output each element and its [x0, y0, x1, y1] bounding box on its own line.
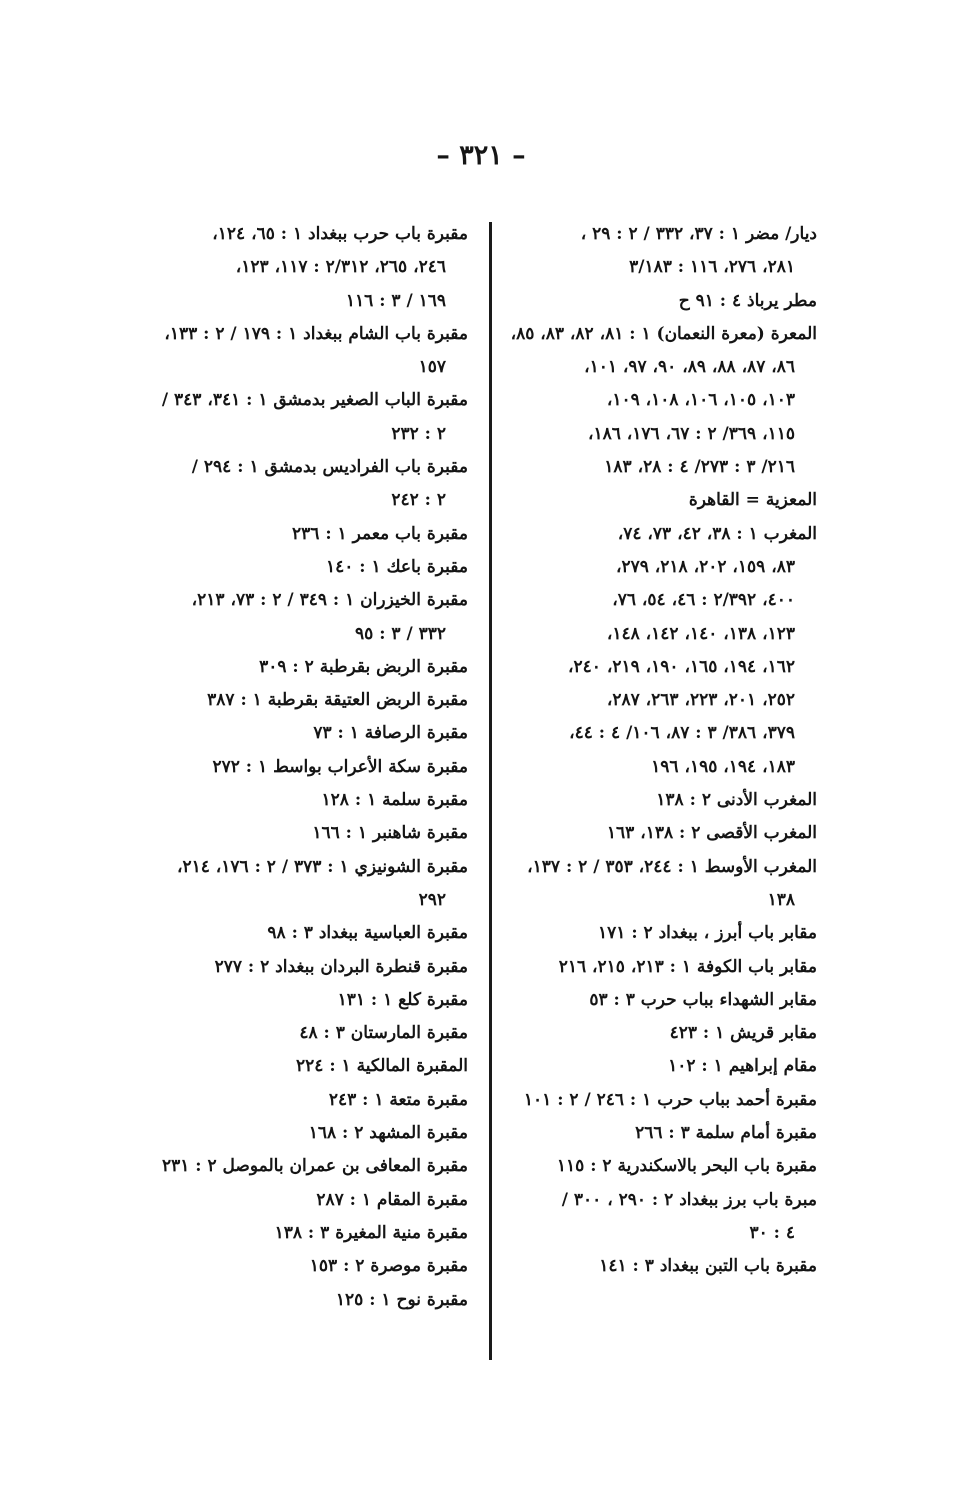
index-entry-text: مقبرة المشهد ٢ : ١٦٨ — [308, 1123, 468, 1144]
index-entry-continuation: ٣٧٩، ٣٨٦/ ٣ : ٨٧، ١٠٦/ ٤ : ٤٤، — [569, 723, 795, 744]
index-entry — [160, 551, 468, 584]
index-entry — [160, 584, 468, 651]
index-entry-text: مقبرة كلع ١ : ١٣١ — [337, 989, 468, 1010]
index-entry-text: مقبرة باب البحر بالاسكندرية ٢ : ١١٥ — [556, 1156, 817, 1177]
index-entry — [160, 951, 468, 984]
index-entry-text: مقبرة الربض بقرطبة ٢ : ٣٠٩ — [259, 656, 468, 677]
index-entry — [515, 951, 817, 984]
index-entry-text: المغرب الأقصى ٢ : ١٣٨، ١٦٣ — [606, 823, 817, 844]
index-entry — [515, 1017, 817, 1050]
index-entry-text: مقبرة العباسية ببغداد ٣ : ٩٨ — [267, 923, 468, 944]
index-entry-text: مقبرة باب الفراديس بدمشق ١ : ٢٩٤ / — [191, 457, 468, 478]
index-entry — [160, 1150, 468, 1183]
index-entry-text: مقبرة باب حرب ببغداد ١ : ٦٥، ١٢٤، — [212, 224, 468, 244]
index-entry — [515, 817, 817, 850]
index-entry-text: مقبرة أمام سلمة ٣ : ٢٦٦ — [635, 1123, 817, 1144]
index-entry — [515, 1117, 817, 1150]
index-entry-text: مقبرة منية المغيرة ٣ : ١٣٨ — [274, 1222, 468, 1243]
index-entry — [160, 817, 468, 850]
index-entry — [160, 451, 468, 518]
index-entry-text: مقبرة سلمة ١ : ١٢٨ — [321, 790, 468, 811]
index-entry — [515, 1184, 817, 1251]
index-entry-text: المعرة (معرة النعمان) ١ : ٨١، ٨٢، ٨٣، ٨٥، — [510, 323, 817, 344]
index-entry-text: المقبرة المالكية ١ : ٢٢٤ — [296, 1056, 468, 1077]
index-entry — [160, 1050, 468, 1083]
index-entry-text: مقابر باب أبرز ، ببغداد ٢ : ١٧١ — [598, 923, 817, 944]
index-entry-text: مقبرة الخيزران ١ : ٣٤٩ / ٢ : ٧٣، ٢١٣، — [191, 590, 468, 611]
index-entry-continuation: ١٠٣، ١٠٥، ١٠٦، ١٠٨، ١٠٩، — [606, 390, 795, 411]
page-number: – ٣٢١ – — [436, 140, 526, 171]
index-entry — [160, 1117, 468, 1150]
index-entry-text: مقبرة باب الشام ببغداد ١ : ١٧٩ / ٢ : ١٣٣، — [164, 323, 468, 344]
index-entry — [160, 717, 468, 750]
index-entry-text: مقبرة المقام ١ : ٢٨٧ — [316, 1189, 468, 1210]
index-entry-text: مقبرة الباب الصغير بدمشق ١ : ٣٤١، ٣٤٣ / — [161, 390, 468, 411]
index-entry-text: مبرة باب برز ببغداد ٢ : ٢٩٠ ، ٣٠٠ / — [561, 1189, 817, 1210]
index-entry-continuation: ٤ : ٣٠ — [749, 1222, 795, 1243]
index-entry — [160, 917, 468, 950]
index-entry — [160, 218, 468, 318]
index-column-left — [160, 218, 468, 1317]
index-entry-continuation: ٢ : ٢٤٢ — [391, 490, 446, 511]
index-entry-text: مقبرة قنطرة البردان ببغداد ٢ : ٢٧٧ — [214, 956, 468, 977]
index-entry-continuation: ١١٥، ٣٦٩/ ٢ : ٦٧، ١٧٦، ١٨٦، — [587, 423, 795, 444]
index-entry-continuation: ١٥٧ — [418, 357, 446, 378]
index-entry-text: مقبرة أحمد بباب حرب ١ : ٢٤٦ / ٢ : ١٠١ — [523, 1089, 817, 1110]
index-entry — [160, 684, 468, 717]
index-entry-text: مقبرة الشونيزي ١ : ٣٧٣ / ٢ : ١٧٦، ٢١٤، — [176, 856, 468, 877]
index-entry — [160, 1184, 468, 1217]
index-entry-text: مقبرة موصرة ٢ : ١٥٣ — [309, 1256, 468, 1277]
index-entry-continuation: ٢٥٢، ٢٠١، ٢٢٣، ٢٦٣، ٢٨٧، — [606, 690, 795, 711]
index-entry — [160, 1084, 468, 1117]
index-entry-text: مقبرة متعة ١ : ٢٤٣ — [328, 1089, 468, 1110]
index-entry — [515, 218, 817, 285]
index-entry — [160, 1217, 468, 1250]
index-entry-continuation: ٢٩٢ — [418, 889, 446, 910]
index-entry-continuation: ٨٦، ٨٧، ٨٨، ٨٩، ٩٠، ٩٧، ١٠١، — [584, 357, 795, 378]
index-entry — [510, 318, 817, 484]
index-entry-continuation: ٤٠٠، ٢/٣٩٢ : ٤٦، ٥٤، ٧٦، — [612, 590, 795, 611]
index-entry-continuation: ٨٣، ١٥٩، ٢٠٢، ٢١٨، ٢٧٩، — [615, 556, 795, 577]
index-entry — [160, 651, 468, 684]
index-entry — [515, 484, 817, 517]
index-entry-continuation: ٢١٦/ ٣ : ٢٧٣/ ٤ : ٢٨، ١٨٣ — [604, 457, 795, 478]
index-entry-continuation: ١٣٨ — [767, 889, 795, 910]
index-entry — [515, 518, 817, 784]
index-entry — [160, 1017, 468, 1050]
index-entry-text: مقابر الشهداء بباب حرب ٣ : ٥٣ — [589, 989, 817, 1010]
index-entry-continuation: ١٦٢، ١٩٤، ١٦٥، ١٩٠، ٢١٩، ٢٤٠، — [568, 656, 795, 677]
index-entry-text: مقبرة باب معمر ١ : ٢٣٦ — [292, 523, 468, 544]
index-entry-text: مقابر قريش ١ : ٤٢٣ — [669, 1023, 817, 1044]
index-entry — [160, 1284, 468, 1317]
index-entry-continuation: ١٨٣، ١٩٤، ١٩٥، ١٩٦ — [651, 756, 795, 777]
index-entry — [515, 285, 817, 318]
index-entry — [160, 1250, 468, 1283]
column-divider — [489, 222, 492, 1360]
index-entry-text: مقبرة الرصافة ١ : ٧٣ — [313, 723, 468, 744]
index-entry — [515, 1250, 817, 1283]
index-entry — [160, 518, 468, 551]
index-entry-text: المعزية = القاهرة — [688, 490, 817, 511]
index-entry-text: مقابر باب الكوفة ١ : ٢١٣، ٢١٥، ٢١٦ — [558, 956, 817, 977]
index-entry-text: مقبرة نوح ١ : ١٢٥ — [335, 1289, 468, 1310]
index-entry-text: مقبرة سكة الأعراب بواسط ١ : ٢٧٢ — [212, 756, 468, 777]
index-entry-text: مقام إبراهيم ١ : ١٠٢ — [668, 1056, 817, 1077]
index-column-right — [510, 218, 817, 1284]
index-entry-continuation: ٢ : ٢٣٢ — [391, 423, 446, 444]
index-entry-text: مقبرة باب التبن ببغداد ٣ : ١٤١ — [599, 1256, 817, 1277]
index-entry-continuation: ١٦٩ / ٣ : ١١٦ — [345, 290, 446, 311]
index-entry-text: مطر يرباذ ٤ : ٩١ ح — [678, 290, 817, 311]
index-entry — [160, 318, 468, 385]
index-entry — [515, 917, 817, 950]
index-entry — [515, 1084, 817, 1117]
index-entry — [515, 984, 817, 1017]
index-entry — [515, 851, 817, 918]
index-entry-text: المغرب ١ : ٣٨، ٤٢، ٧٣، ٧٤، — [617, 523, 817, 544]
index-entry-text: مقبرة الربض العتيقة بقرطبة ١ : ٣٨٧ — [207, 690, 468, 711]
index-entry — [160, 784, 468, 817]
index-entry-continuation: ١٢٣، ١٣٨، ١٤٠، ١٤٢، ١٤٨، — [606, 623, 795, 644]
index-entry — [160, 851, 468, 918]
index-entry-text: مقبرة المعافى بن عمران بالموصل ٢ : ٢٣١ — [161, 1156, 468, 1177]
index-entry-text: مقبرة المارستان ٣ : ٤٨ — [299, 1023, 468, 1044]
index-entry — [160, 984, 468, 1017]
index-entry-continuation: ٢٨١، ٢٧٦، ١١٦ : ٣/١٨٣ — [629, 257, 795, 278]
index-entry — [160, 384, 468, 451]
index-entry-text: المغرب الأدنى ٢ : ١٣٨ — [656, 790, 817, 811]
index-entry — [515, 1150, 817, 1183]
index-entry-continuation: ٢٤٦، ٢٦٥، ٢/٣١٢ : ١١٧، ١٢٣، — [235, 257, 446, 278]
index-entry-text: المغرب الأوسط ١ : ٢٤٤، ٣٥٣ / ٢ : ١٣٧، — [527, 856, 817, 877]
index-entry-text: ديار/ مضر ١ : ٣٧، ٣٣٢ / ٢ : ٢٩ ، — [580, 224, 817, 244]
index-entry-text: مقبرة باعك ١ : ١٤٠ — [325, 556, 468, 577]
index-entry-text: مقبرة شاهنبر ١ : ١٦٦ — [312, 823, 468, 844]
index-entry-continuation: ٣٣٢ / ٣ : ٩٥ — [355, 623, 446, 644]
index-entry — [515, 784, 817, 817]
index-entry — [160, 751, 468, 784]
index-entry — [515, 1050, 817, 1083]
